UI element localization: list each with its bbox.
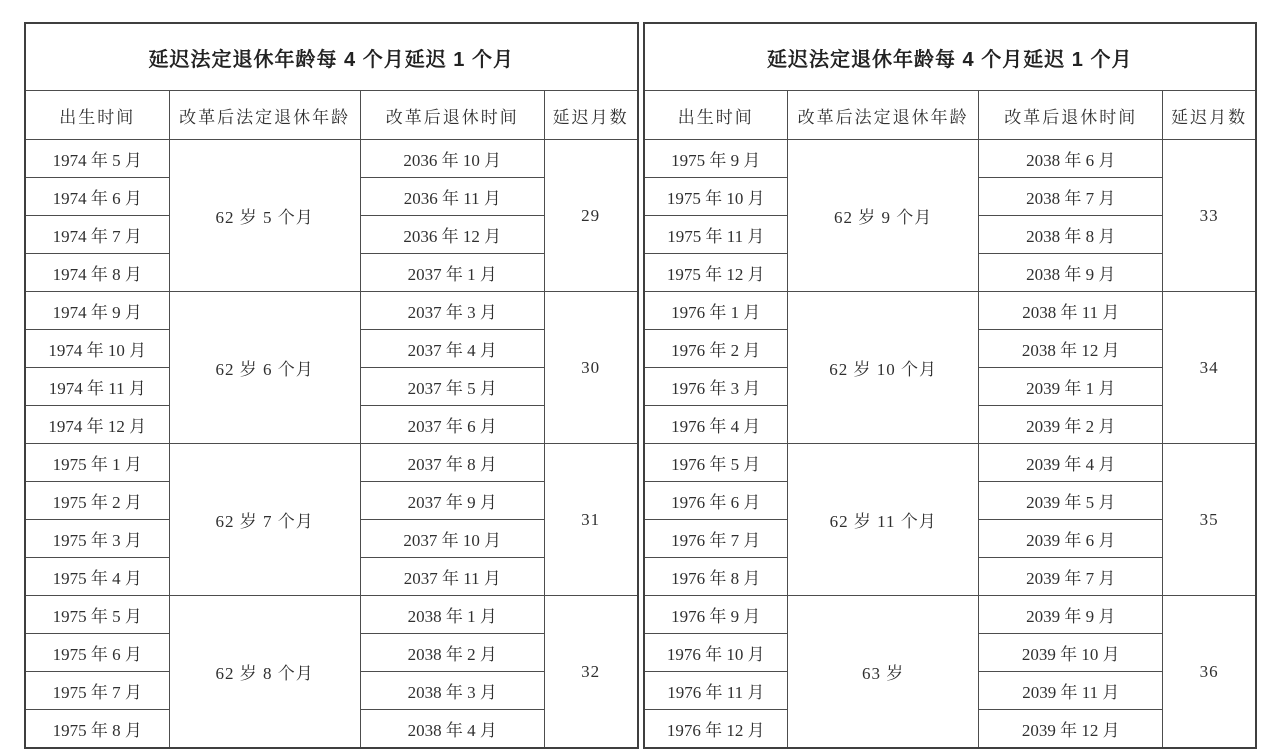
retirement-month-cell: 2038 年 1 月 bbox=[360, 596, 544, 634]
retirement-month-cell: 2037 年 3 月 bbox=[360, 292, 544, 330]
retirement-age-cell: 62 岁 9 个月 bbox=[788, 140, 979, 292]
retirement-month-cell: 2038 年 7 月 bbox=[979, 178, 1163, 216]
retirement-month-cell: 2037 年 10 月 bbox=[360, 520, 544, 558]
birth-month-cell: 1975 年 3 月 bbox=[25, 520, 169, 558]
retirement-month-cell: 2037 年 9 月 bbox=[360, 482, 544, 520]
table-row bbox=[644, 292, 1257, 330]
retirement-month-cell: 2037 年 11 月 bbox=[360, 558, 544, 596]
birth-month-cell: 1975 年 9 月 bbox=[644, 140, 788, 178]
birth-month-cell: 1976 年 7 月 bbox=[644, 520, 788, 558]
retirement-month-cell: 2038 年 12 月 bbox=[979, 330, 1163, 368]
table-title-row bbox=[644, 23, 1257, 91]
birth-month-cell: 1976 年 1 月 bbox=[644, 292, 788, 330]
retirement-month-cell: 2038 年 9 月 bbox=[979, 254, 1163, 292]
column-header-1: 改革后法定退休年龄 bbox=[169, 91, 360, 140]
birth-month-cell: 1975 年 1 月 bbox=[25, 444, 169, 482]
birth-month-cell: 1975 年 8 月 bbox=[25, 710, 169, 749]
table-row bbox=[644, 596, 1257, 634]
birth-month-cell: 1974 年 12 月 bbox=[25, 406, 169, 444]
retirement-month-cell: 2039 年 10 月 bbox=[979, 634, 1163, 672]
table-title: 延迟法定退休年龄每 4 个月延迟 1 个月 bbox=[644, 23, 1257, 91]
retirement-month-cell: 2038 年 6 月 bbox=[979, 140, 1163, 178]
retirement-month-cell: 2039 年 1 月 bbox=[979, 368, 1163, 406]
retirement-age-cell: 62 岁 6 个月 bbox=[169, 292, 360, 444]
birth-month-cell: 1976 年 4 月 bbox=[644, 406, 788, 444]
retirement-month-cell: 2038 年 11 月 bbox=[979, 292, 1163, 330]
retirement-month-cell: 2037 年 1 月 bbox=[360, 254, 544, 292]
table-row bbox=[25, 596, 638, 634]
retirement-age-cell: 62 岁 10 个月 bbox=[788, 292, 979, 444]
delay-months-cell: 36 bbox=[1163, 596, 1256, 749]
birth-month-cell: 1976 年 12 月 bbox=[644, 710, 788, 749]
column-header-row bbox=[644, 91, 1257, 140]
column-header-1: 改革后法定退休年龄 bbox=[788, 91, 979, 140]
birth-month-cell: 1975 年 2 月 bbox=[25, 482, 169, 520]
birth-month-cell: 1974 年 10 月 bbox=[25, 330, 169, 368]
column-header-3: 延迟月数 bbox=[1163, 91, 1256, 140]
birth-month-cell: 1974 年 7 月 bbox=[25, 216, 169, 254]
table-row bbox=[644, 140, 1257, 178]
retirement-age-cell: 62 岁 8 个月 bbox=[169, 596, 360, 749]
column-header-row bbox=[25, 91, 638, 140]
retirement-age-cell: 62 岁 5 个月 bbox=[169, 140, 360, 292]
birth-month-cell: 1975 年 12 月 bbox=[644, 254, 788, 292]
retirement-month-cell: 2037 年 4 月 bbox=[360, 330, 544, 368]
retirement-age-cell: 63 岁 bbox=[788, 596, 979, 749]
birth-month-cell: 1976 年 10 月 bbox=[644, 634, 788, 672]
birth-month-cell: 1975 年 4 月 bbox=[25, 558, 169, 596]
retirement-month-cell: 2039 年 12 月 bbox=[979, 710, 1163, 749]
retirement-month-cell: 2036 年 11 月 bbox=[360, 178, 544, 216]
retirement-month-cell: 2038 年 3 月 bbox=[360, 672, 544, 710]
retirement-age-cell: 62 岁 11 个月 bbox=[788, 444, 979, 596]
delay-months-cell: 33 bbox=[1163, 140, 1256, 292]
retirement-month-cell: 2037 年 6 月 bbox=[360, 406, 544, 444]
retirement-month-cell: 2039 年 2 月 bbox=[979, 406, 1163, 444]
table-row bbox=[25, 444, 638, 482]
retirement-month-cell: 2036 年 12 月 bbox=[360, 216, 544, 254]
table-row bbox=[25, 292, 638, 330]
birth-month-cell: 1974 年 8 月 bbox=[25, 254, 169, 292]
birth-month-cell: 1975 年 6 月 bbox=[25, 634, 169, 672]
birth-month-cell: 1974 年 6 月 bbox=[25, 178, 169, 216]
birth-month-cell: 1974 年 11 月 bbox=[25, 368, 169, 406]
schedule-table bbox=[24, 22, 639, 749]
birth-month-cell: 1975 年 7 月 bbox=[25, 672, 169, 710]
birth-month-cell: 1976 年 11 月 bbox=[644, 672, 788, 710]
retirement-month-cell: 2039 年 6 月 bbox=[979, 520, 1163, 558]
table-row bbox=[25, 140, 638, 178]
delay-months-cell: 35 bbox=[1163, 444, 1256, 596]
birth-month-cell: 1976 年 3 月 bbox=[644, 368, 788, 406]
table-title: 延迟法定退休年龄每 4 个月延迟 1 个月 bbox=[25, 23, 638, 91]
column-header-2: 改革后退休时间 bbox=[360, 91, 544, 140]
retirement-month-cell: 2037 年 8 月 bbox=[360, 444, 544, 482]
column-header-0: 出生时间 bbox=[25, 91, 169, 140]
retirement-month-cell: 2038 年 4 月 bbox=[360, 710, 544, 749]
retirement-month-cell: 2039 年 4 月 bbox=[979, 444, 1163, 482]
delay-months-cell: 32 bbox=[544, 596, 637, 749]
birth-month-cell: 1976 年 8 月 bbox=[644, 558, 788, 596]
retirement-month-cell: 2039 年 11 月 bbox=[979, 672, 1163, 710]
birth-month-cell: 1976 年 9 月 bbox=[644, 596, 788, 634]
birth-month-cell: 1976 年 5 月 bbox=[644, 444, 788, 482]
birth-month-cell: 1976 年 2 月 bbox=[644, 330, 788, 368]
birth-month-cell: 1975 年 5 月 bbox=[25, 596, 169, 634]
retirement-table-right bbox=[643, 22, 1258, 740]
retirement-month-cell: 2036 年 10 月 bbox=[360, 140, 544, 178]
table-title-row bbox=[25, 23, 638, 91]
retirement-month-cell: 2039 年 9 月 bbox=[979, 596, 1163, 634]
birth-month-cell: 1974 年 5 月 bbox=[25, 140, 169, 178]
delay-months-cell: 30 bbox=[544, 292, 637, 444]
column-header-2: 改革后退休时间 bbox=[979, 91, 1163, 140]
retirement-month-cell: 2037 年 5 月 bbox=[360, 368, 544, 406]
birth-month-cell: 1975 年 11 月 bbox=[644, 216, 788, 254]
delay-months-cell: 34 bbox=[1163, 292, 1256, 444]
delay-months-cell: 29 bbox=[544, 140, 637, 292]
retirement-month-cell: 2039 年 5 月 bbox=[979, 482, 1163, 520]
table-row bbox=[644, 444, 1257, 482]
column-header-0: 出生时间 bbox=[644, 91, 788, 140]
column-header-3: 延迟月数 bbox=[544, 91, 637, 140]
schedule-table bbox=[643, 22, 1258, 749]
retirement-age-cell: 62 岁 7 个月 bbox=[169, 444, 360, 596]
birth-month-cell: 1974 年 9 月 bbox=[25, 292, 169, 330]
retirement-month-cell: 2038 年 2 月 bbox=[360, 634, 544, 672]
retirement-table-left bbox=[24, 22, 639, 740]
birth-month-cell: 1976 年 6 月 bbox=[644, 482, 788, 520]
delay-months-cell: 31 bbox=[544, 444, 637, 596]
birth-month-cell: 1975 年 10 月 bbox=[644, 178, 788, 216]
retirement-month-cell: 2039 年 7 月 bbox=[979, 558, 1163, 596]
retirement-month-cell: 2038 年 8 月 bbox=[979, 216, 1163, 254]
